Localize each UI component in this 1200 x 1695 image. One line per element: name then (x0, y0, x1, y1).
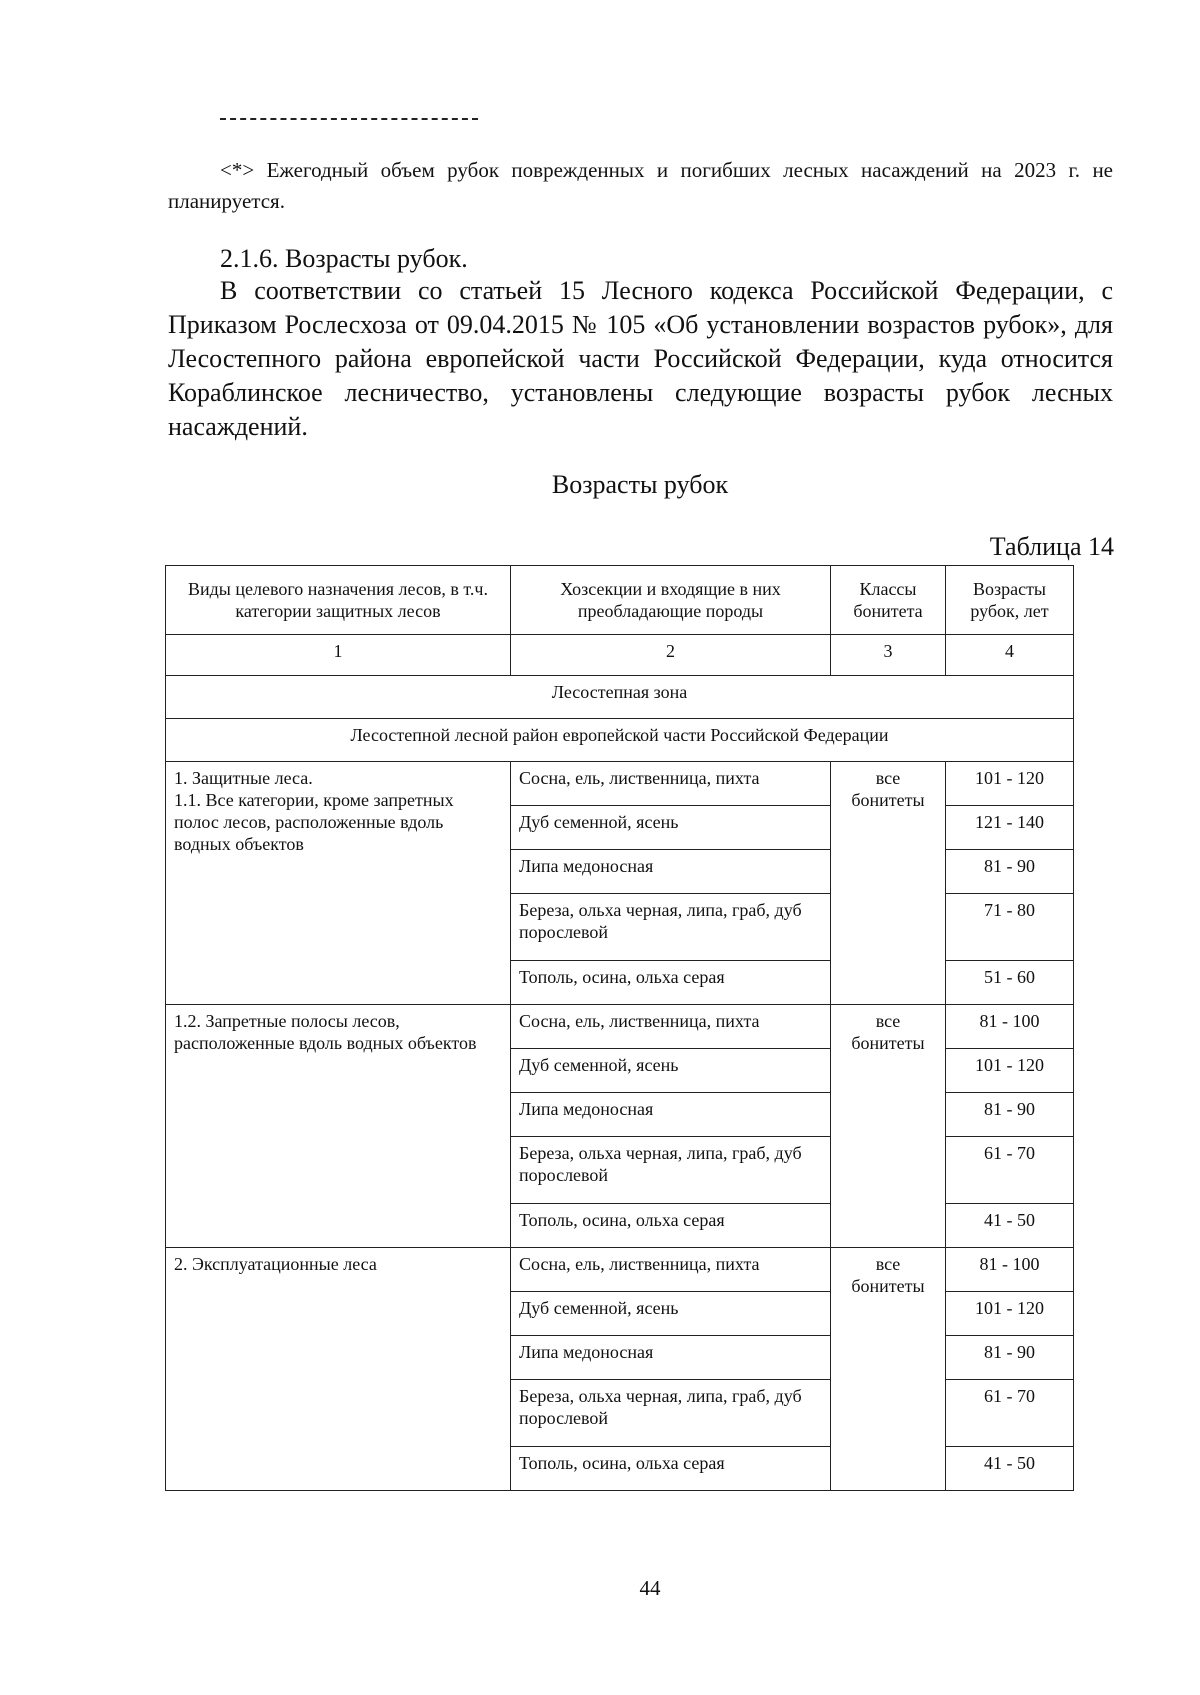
column-number: 4 (946, 635, 1074, 676)
table-row (166, 1005, 1074, 1049)
cutting-age-cell: 101 - 120 (946, 762, 1074, 806)
header-bonitet: Классы бонитета (831, 566, 946, 635)
table-row (166, 1248, 1074, 1292)
cutting-age-cell: 81 - 100 (946, 1248, 1074, 1292)
species-cell: Дуб семенной, ясень (511, 1292, 831, 1336)
species-cell: Береза, ольха черная, липа, граб, дуб порослевой (511, 894, 831, 961)
region-row (166, 719, 1074, 762)
cutting-age-cell: 71 - 80 (946, 894, 1074, 961)
column-number: 1 (166, 635, 511, 676)
cutting-age-cell: 81 - 100 (946, 1005, 1074, 1049)
table-title: Возрасты рубок (551, 470, 729, 499)
species-cell: Тополь, осина, ольха серая (511, 1204, 831, 1248)
table-row (166, 762, 1074, 806)
cutting-age-cell: 61 - 70 (946, 1380, 1074, 1447)
species-cell: Липа медоносная (511, 1336, 831, 1380)
bonitet-class: все бонитеты (831, 1005, 946, 1248)
cutting-age-cell: 101 - 120 (946, 1292, 1074, 1336)
forest-category: 1.2. Запретные полосы лесов, расположенные вдоль водных объектов (166, 1005, 511, 1248)
species-cell: Сосна, ель, лиственница, пихта (511, 1005, 831, 1049)
column-number-row (166, 635, 1074, 676)
table-header-row (166, 566, 1074, 635)
species-cell: Сосна, ель, лиственница, пихта (511, 762, 831, 806)
species-cell: Липа медоносная (511, 850, 831, 894)
species-cell: Сосна, ель, лиственница, пихта (511, 1248, 831, 1292)
cutting-age-cell: 41 - 50 (946, 1447, 1074, 1491)
header-purpose: Виды целевого назначения лесов, в т.ч. категории защитных лесов (166, 566, 511, 635)
bonitet-class: все бонитеты (831, 762, 946, 1005)
cutting-age-table (165, 565, 1074, 1491)
species-cell: Дуб семенной, ясень (511, 1049, 831, 1093)
species-cell: Дуб семенной, ясень (511, 806, 831, 850)
header-species: Хозсекции и входящие в них преобладающие породы (511, 566, 831, 635)
species-cell: Береза, ольха черная, липа, граб, дуб порослевой (511, 1137, 831, 1204)
footnote-text: <*> Ежегодный объем рубок поврежденных и погибших лесных насаждений на 2023 г. не планируется. (168, 158, 1113, 213)
cutting-age-cell: 101 - 120 (946, 1049, 1074, 1093)
page-number: 44 (639, 1576, 661, 1600)
section-paragraph: В соответствии со статьей 15 Лесного кодекса Российской Федерации, с Приказом Рослесхоза от 09.04.2015 № 105 «Об установлении возрастов рубок», для Лесостепного района европейской части Российской Федерации, куда относится Кораблинское лесничество, установлены следующие возрасты рубок лесных насаждений. (168, 276, 1113, 441)
cutting-age-cell: 81 - 90 (946, 850, 1074, 894)
cutting-age-cell: 61 - 70 (946, 1137, 1074, 1204)
forest-category: 1. Защитные леса. 1.1. Все категории, кроме запретных полос лесов, расположенные вдоль водных объектов (166, 762, 511, 1005)
cutting-age-cell: 41 - 50 (946, 1204, 1074, 1248)
footnote-separator (220, 118, 478, 120)
cutting-age-cell: 51 - 60 (946, 961, 1074, 1005)
column-number: 2 (511, 635, 831, 676)
bonitet-class: все бонитеты (831, 1248, 946, 1491)
species-cell: Липа медоносная (511, 1093, 831, 1137)
zone-label: Лесостепная зона (166, 676, 1074, 719)
zone-row (166, 676, 1074, 719)
section-title: 2.1.6. Возрасты рубок. (220, 244, 468, 273)
cutting-age-cell: 121 - 140 (946, 806, 1074, 850)
table-number: Таблица 14 (989, 532, 1114, 561)
species-cell: Береза, ольха черная, липа, граб, дуб порослевой (511, 1380, 831, 1447)
region-label: Лесостепной лесной район европейской части Российской Федерации (166, 719, 1074, 762)
column-number: 3 (831, 635, 946, 676)
cutting-age-cell: 81 - 90 (946, 1336, 1074, 1380)
species-cell: Тополь, осина, ольха серая (511, 961, 831, 1005)
cutting-age-cell: 81 - 90 (946, 1093, 1074, 1137)
header-age: Возрасты рубок, лет (946, 566, 1074, 635)
forest-category: 2. Эксплуатационные леса (166, 1248, 511, 1491)
species-cell: Тополь, осина, ольха серая (511, 1447, 831, 1491)
